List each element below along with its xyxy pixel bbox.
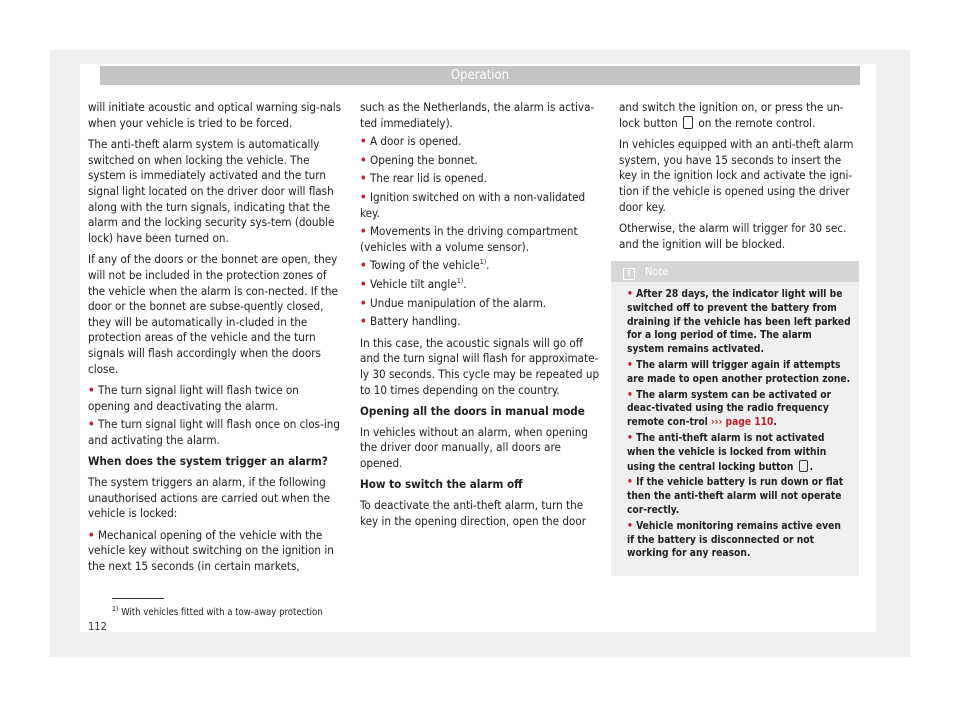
bullet-item <box>360 314 604 330</box>
subheading: How to switch the alarm off <box>360 477 523 492</box>
bullet-icon: • <box>360 152 367 167</box>
note-text: The alarm system can be activated or deac-tivated using the radio frequency remote con-trol <box>627 389 832 429</box>
bullet-text: Ignition switched on with a non-validated key. <box>360 189 586 220</box>
bullet-icon: • <box>88 527 95 542</box>
note-item <box>627 389 851 430</box>
bullet-text: The turn signal light will flash once on clos-ing and activating the alarm. <box>88 417 340 447</box>
bullet-icon: • <box>88 417 95 432</box>
info-icon: i <box>623 268 635 280</box>
page-link-arrow[interactable]: ››› <box>710 417 723 429</box>
bullet-item <box>360 190 604 221</box>
paragraph: In this case, the acoustic signals will go off and the turn signal will flash for approximate-ly 30 seconds. This cycle may be repeated up to 10 times depending on the country. <box>360 335 600 397</box>
bullet-item <box>360 153 604 169</box>
bullet-text: Battery handling. <box>369 314 461 329</box>
bullet-item <box>88 528 344 575</box>
bullet-text: Towing of the vehicle <box>369 258 480 273</box>
note-text: After 28 days, the indicator light will be switched off to prevent the battery from draining if the vehicle has been left parked for a long period of time. The alarm system remains activated. <box>627 289 851 356</box>
bullet-icon: • <box>360 171 367 186</box>
paragraph: such as the Netherlands, the alarm is activa-ted immediately). <box>360 100 595 130</box>
subheading: When does the system trigger an alarm? <box>88 454 328 469</box>
bullet-icon: • <box>627 477 633 489</box>
bullet-text: Opening the bonnet. <box>369 152 478 167</box>
bullet-icon: • <box>627 289 633 300</box>
note-item <box>627 432 851 474</box>
unlock-key-icon <box>683 116 693 129</box>
footnote-text: With vehicles fitted with a tow-away protection <box>121 607 323 618</box>
note-item <box>627 359 851 387</box>
note-item <box>627 288 851 357</box>
bullet-icon: • <box>627 359 633 371</box>
bullet-icon: • <box>360 224 367 239</box>
column-1 <box>88 100 344 581</box>
subheading: Opening all the doors in manual mode <box>360 404 585 419</box>
paragraph: The system triggers an alarm, if the following unauthorised actions are carried out when the vehicle is locked: <box>88 475 331 521</box>
bullet-item: • Towing of the vehicle$^{1)}$. <box>360 258 490 273</box>
note-text: . <box>773 417 777 429</box>
paragraph <box>619 100 861 131</box>
note-header <box>611 261 859 282</box>
bullet-text: The rear lid is opened. <box>369 171 487 186</box>
bullet-item <box>360 171 604 187</box>
bullet-text: Undue manipulation of the alarm. <box>369 295 547 310</box>
bullet-icon: • <box>360 134 367 149</box>
note-text: . <box>809 461 814 473</box>
footnote-ref: 1) <box>479 258 487 267</box>
page-link[interactable]: page 110 <box>725 417 774 429</box>
bullet-icon: • <box>360 276 367 291</box>
text-fragment: and switch the ignition on, or press the un-lock button <box>619 100 844 130</box>
note-item <box>627 520 851 561</box>
note-title: Note <box>645 265 669 278</box>
page-number: 112 <box>88 620 107 633</box>
bullet-text: A door is opened. <box>369 134 462 149</box>
bullet-item <box>88 383 344 414</box>
note-text: The anti-theft alarm is not activated when the vehicle is locked from within using the central locking button <box>627 432 827 473</box>
note-body <box>611 282 859 561</box>
column-2 <box>360 100 604 535</box>
bullet-item: • Vehicle tilt angle$^{1)}$. <box>360 276 467 291</box>
bullet-icon: • <box>360 189 367 204</box>
bullet-text: Movements in the driving compartment (vehicles with a volume sensor). <box>360 224 578 254</box>
paragraph: In vehicles equipped with an anti-theft alarm system, you have 15 seconds to insert the key in the ignition lock and activate the igni-tion if the vehicle is opened using the driver door key. <box>619 137 854 214</box>
bullet-item <box>360 296 604 312</box>
paragraph: The anti-theft alarm system is automatically switched on when locking the vehicle. The system is immediately activated and the turn signal light located on the driver door will flash along with the turn signals, indicating that the alarm and the locking security sys-tem (double lock) have been turned on. <box>88 137 335 245</box>
bullet-icon: • <box>360 314 367 329</box>
central-lock-icon <box>799 460 808 472</box>
bullet-icon: • <box>360 258 367 273</box>
bullet-item <box>360 134 604 150</box>
bullet-icon: • <box>360 295 367 310</box>
note-text: Vehicle monitoring remains active even if the battery is disconnected or not working for any reason. <box>627 520 841 560</box>
footnote-divider <box>112 598 164 599</box>
bullet-icon: • <box>627 389 633 401</box>
bullet-text: Mechanical opening of the vehicle with the vehicle key without switching on the ignition in the next 15 seconds (in certain markets, <box>88 527 334 574</box>
footnote-mark: 1) <box>112 604 119 613</box>
note-text: If the vehicle battery is run down or flat then the anti-theft alarm will not operate cor-rectly. <box>627 477 844 516</box>
bullet-text: Vehicle tilt angle <box>369 276 457 291</box>
paragraph: In vehicles without an alarm, when opening the driver door manually, all doors are opened. <box>360 424 588 470</box>
bullet-text: The turn signal light will flash twice on opening and deactivating the alarm. <box>88 383 299 413</box>
paragraph: Otherwise, the alarm will trigger for 30 sec. and the ignition will be blocked. <box>619 221 847 251</box>
note-item <box>627 476 851 517</box>
text-fragment: on the remote control. <box>698 115 816 130</box>
bullet-icon: • <box>627 432 633 444</box>
paragraph: If any of the doors or the bonnet are open, they will not be included in the protection zones of the vehicle when the alarm is con-nected. If the door or the bonnet are subse-quently closed, they will be automatically in-cluded in the protection areas of the vehicle and the turn signals will flash accordingly when the doors close. <box>88 252 338 376</box>
footnote <box>112 604 323 618</box>
bullet-item <box>88 417 344 448</box>
bullet-item <box>360 224 604 255</box>
bullet-icon: • <box>627 520 633 532</box>
paragraph: will initiate acoustic and optical warning sig-nals when your vehicle is tried to be forced. <box>88 100 342 130</box>
column-3 <box>619 100 861 258</box>
note-text: The alarm will trigger again if attempts are made to open another protection zone. <box>627 359 851 385</box>
bullet-icon: • <box>88 383 95 398</box>
paragraph: To deactivate the anti-theft alarm, turn the key in the opening direction, open the door <box>360 498 587 528</box>
footnote-ref: 1) <box>456 277 464 286</box>
section-header: Operation <box>100 66 860 85</box>
note-box <box>611 261 859 576</box>
